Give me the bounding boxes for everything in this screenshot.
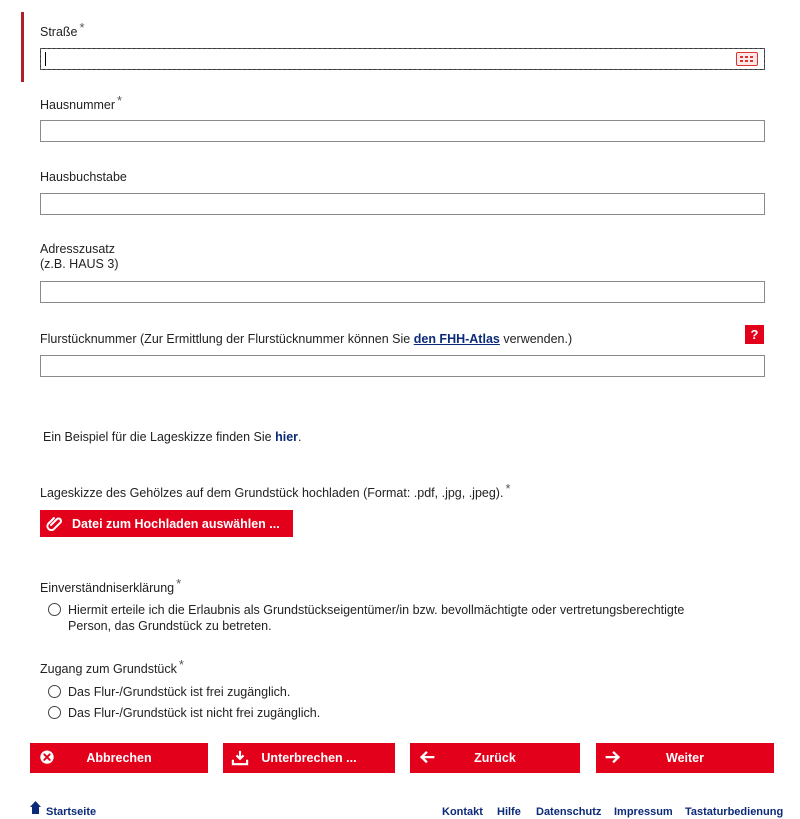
active-field-indicator [21,12,24,82]
required-marker: * [117,93,123,108]
keyboard-icon[interactable] [736,52,758,66]
download-icon [231,750,249,766]
footer-link-hilfe[interactable]: Hilfe [497,806,521,818]
next-button[interactable]: Weiter [596,743,774,773]
footer-link-datenschutz[interactable]: Datenschutz [536,806,602,818]
cancel-circle-icon [38,750,56,766]
hausnummer-input[interactable] [40,120,765,142]
help-button[interactable]: ? [745,325,764,344]
flurstueck-label: Flurstücknummer (Zur Ermittlung der Flurstücknummer können Sie den FHH-Atlas verwenden.) [40,332,573,346]
required-marker: * [178,657,184,672]
arrow-left-icon [418,750,436,766]
required-marker: * [79,20,85,35]
upload-label: Lageskizze des Gehölzes auf dem Grundstück hochladen (Format: .pdf, .jpg, .jpeg). * [40,481,511,500]
access-option-free: Das Flur-/Grundstück ist frei zugänglich. [68,685,291,699]
cancel-button[interactable]: Abbrechen [30,743,208,773]
pause-button[interactable]: Unterbrechen ... [223,743,395,773]
home-icon [30,801,41,814]
footer-link-impressum[interactable]: Impressum [614,806,673,818]
paperclip-icon [46,515,64,533]
access-radio-free[interactable] [48,685,61,698]
strasse-label: Straße * [40,20,85,39]
footer-link-kontakt[interactable]: Kontakt [442,806,483,818]
arrow-right-icon [604,750,622,766]
hausbuchstabe-label: Hausbuchstabe [40,170,127,184]
example-text: Ein Beispiel für die Lageskizze finden Sie hier. [43,430,302,444]
adresszusatz-label: Adresszusatz [40,242,116,256]
back-button[interactable]: Zurück [410,743,580,773]
access-option-not-free: Das Flur-/Grundstück ist nicht frei zugänglich. [68,706,321,720]
footer-link-tastaturbedienung[interactable]: Tastaturbedienung [685,806,784,818]
consent-option-text: Hiermit erteile ich die Erlaubnis als Grundstückseigentümer/in bzw. bevollmächtigte oder vertretungsberechtigte Person, das Grundstück zu betreten. [68,603,685,633]
text-cursor [45,52,46,66]
required-marker: * [505,481,511,496]
consent-radio[interactable] [48,603,61,616]
adresszusatz-input[interactable] [40,281,765,303]
flurstueck-input[interactable] [40,355,765,377]
hausbuchstabe-input[interactable] [40,193,765,215]
fhh-atlas-link[interactable]: den FHH-Atlas [413,332,500,346]
footer-link-home[interactable]: Startseite [46,806,97,818]
hausnummer-label: Hausnummer * [40,93,123,112]
consent-label: Einverständniserklärung * [40,576,182,595]
access-label: Zugang zum Grundstück * [40,657,184,676]
example-link[interactable]: hier [275,430,299,444]
adresszusatz-hint: (z.B. HAUS 3) [40,257,119,271]
required-marker: * [176,576,182,591]
upload-file-button[interactable]: Datei zum Hochladen auswählen ... [40,510,293,537]
strasse-input[interactable] [40,48,765,70]
access-radio-not-free[interactable] [48,706,61,719]
